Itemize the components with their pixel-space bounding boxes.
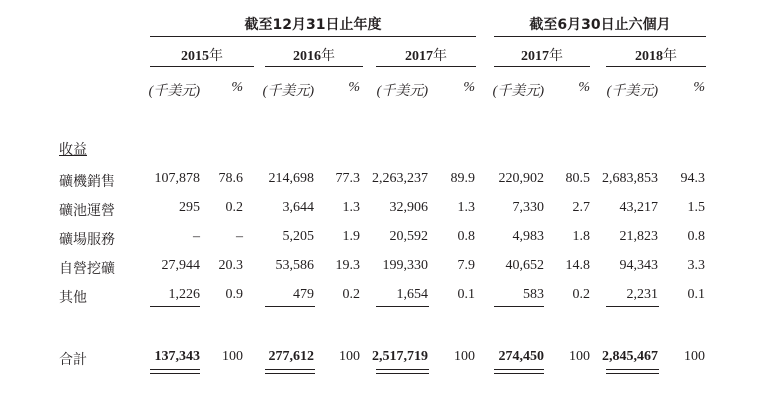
subtotal-rule — [150, 306, 200, 307]
cell-percent: 0.9 — [225, 287, 243, 302]
row-label-farm-service: 礦場服務 — [59, 232, 115, 248]
total-amount: 2,845,467 — [602, 349, 658, 364]
unit-percent: % — [578, 80, 590, 95]
cell-percent: – — [236, 229, 243, 244]
subtotal-rule — [494, 306, 544, 307]
year-header-2016: 2016年 — [293, 48, 335, 64]
total-double-rule — [265, 373, 315, 374]
section-title-revenue: 收益 — [59, 142, 87, 158]
cell-percent: 14.8 — [565, 258, 590, 273]
total-double-rule — [265, 369, 315, 370]
cell-amount: 2,231 — [626, 287, 658, 302]
total-amount: 137,343 — [154, 349, 200, 364]
cell-percent: 0.8 — [687, 229, 705, 244]
cell-percent: 0.2 — [572, 287, 590, 302]
year-rule-2015 — [150, 66, 254, 67]
cell-percent: 1.5 — [687, 200, 705, 215]
cell-percent: 1.3 — [457, 200, 475, 215]
total-double-rule — [376, 369, 429, 370]
cell-percent: 0.1 — [687, 287, 705, 302]
cell-percent: 89.9 — [450, 171, 475, 186]
cell-amount: 583 — [523, 287, 544, 302]
cell-amount: 53,586 — [275, 258, 314, 273]
cell-amount: 4,983 — [512, 229, 544, 244]
row-label-self-mining: 自營挖礦 — [59, 261, 115, 277]
subtotal-rule — [376, 306, 429, 307]
year-header-2017-h1: 2017年 — [521, 48, 563, 64]
cell-amount: 32,906 — [389, 200, 428, 215]
cell-amount: – — [193, 229, 200, 244]
cell-amount: 1,226 — [168, 287, 200, 302]
total-double-rule — [494, 369, 544, 370]
total-percent: 100 — [569, 349, 590, 364]
total-percent: 100 — [684, 349, 705, 364]
total-double-rule — [606, 373, 659, 374]
year-rule-2017 — [376, 66, 476, 67]
cell-amount: 214,698 — [268, 171, 314, 186]
cell-amount: 43,217 — [619, 200, 658, 215]
cell-percent: 0.8 — [457, 229, 475, 244]
unit-amount: (千美元) — [376, 84, 428, 99]
total-percent: 100 — [222, 349, 243, 364]
total-double-rule — [494, 373, 544, 374]
cell-percent: 1.9 — [342, 229, 360, 244]
total-amount: 2,517,719 — [372, 349, 428, 364]
year-header-2015: 2015年 — [181, 48, 223, 64]
group-rule-six-months — [494, 36, 706, 37]
unit-amount: (千美元) — [262, 84, 314, 99]
cell-amount: 5,205 — [282, 229, 314, 244]
unit-amount: (千美元) — [148, 84, 200, 99]
year-rule-2018-h1 — [606, 66, 706, 67]
row-label-total: 合計 — [59, 352, 87, 368]
unit-percent: % — [348, 80, 360, 95]
cell-percent: 20.3 — [218, 258, 243, 273]
cell-amount: 2,683,853 — [602, 171, 658, 186]
cell-percent: 7.9 — [457, 258, 475, 273]
cell-percent: 0.2 — [225, 200, 243, 215]
cell-percent: 3.3 — [687, 258, 705, 273]
subtotal-rule — [606, 306, 659, 307]
unit-amount: (千美元) — [492, 84, 544, 99]
total-double-rule — [150, 373, 200, 374]
row-label-others: 其他 — [59, 290, 87, 306]
cell-percent: 0.2 — [342, 287, 360, 302]
unit-percent: % — [231, 80, 243, 95]
year-rule-2017-h1 — [494, 66, 590, 67]
cell-amount: 21,823 — [619, 229, 658, 244]
year-header-2017: 2017年 — [405, 48, 447, 64]
cell-amount: 94,343 — [619, 258, 658, 273]
unit-percent: % — [693, 80, 705, 95]
cell-amount: 1,654 — [396, 287, 428, 302]
cell-percent: 0.1 — [457, 287, 475, 302]
unit-amount: (千美元) — [606, 84, 658, 99]
cell-amount: 220,902 — [498, 171, 544, 186]
cell-percent: 1.8 — [572, 229, 590, 244]
cell-percent: 2.7 — [572, 200, 590, 215]
row-label-miner-sales: 礦機銷售 — [59, 174, 115, 190]
header-group-six-months: 截至6月30日止六個月 — [529, 17, 671, 33]
cell-percent: 1.3 — [342, 200, 360, 215]
subtotal-rule — [265, 306, 315, 307]
total-double-rule — [606, 369, 659, 370]
cell-amount: 2,263,237 — [372, 171, 428, 186]
cell-amount: 20,592 — [389, 229, 428, 244]
total-amount: 274,450 — [498, 349, 544, 364]
cell-percent: 78.6 — [218, 171, 243, 186]
cell-amount: 199,330 — [382, 258, 428, 273]
total-amount: 277,612 — [268, 349, 314, 364]
total-double-rule — [376, 373, 429, 374]
cell-percent: 19.3 — [335, 258, 360, 273]
cell-amount: 40,652 — [505, 258, 544, 273]
cell-percent: 80.5 — [565, 171, 590, 186]
cell-percent: 94.3 — [680, 171, 705, 186]
total-double-rule — [150, 369, 200, 370]
cell-amount: 27,944 — [161, 258, 200, 273]
cell-amount: 3,644 — [282, 200, 314, 215]
year-rule-2016 — [265, 66, 363, 67]
total-percent: 100 — [454, 349, 475, 364]
unit-percent: % — [463, 80, 475, 95]
row-label-pool-operation: 礦池運營 — [59, 203, 115, 219]
cell-amount: 7,330 — [512, 200, 544, 215]
header-group-full-year: 截至12月31日止年度 — [244, 17, 382, 33]
cell-amount: 107,878 — [154, 171, 200, 186]
cell-amount: 479 — [293, 287, 314, 302]
total-percent: 100 — [339, 349, 360, 364]
cell-amount: 295 — [179, 200, 200, 215]
year-header-2018-h1: 2018年 — [635, 48, 677, 64]
cell-percent: 77.3 — [335, 171, 360, 186]
group-rule-full-year — [150, 36, 476, 37]
